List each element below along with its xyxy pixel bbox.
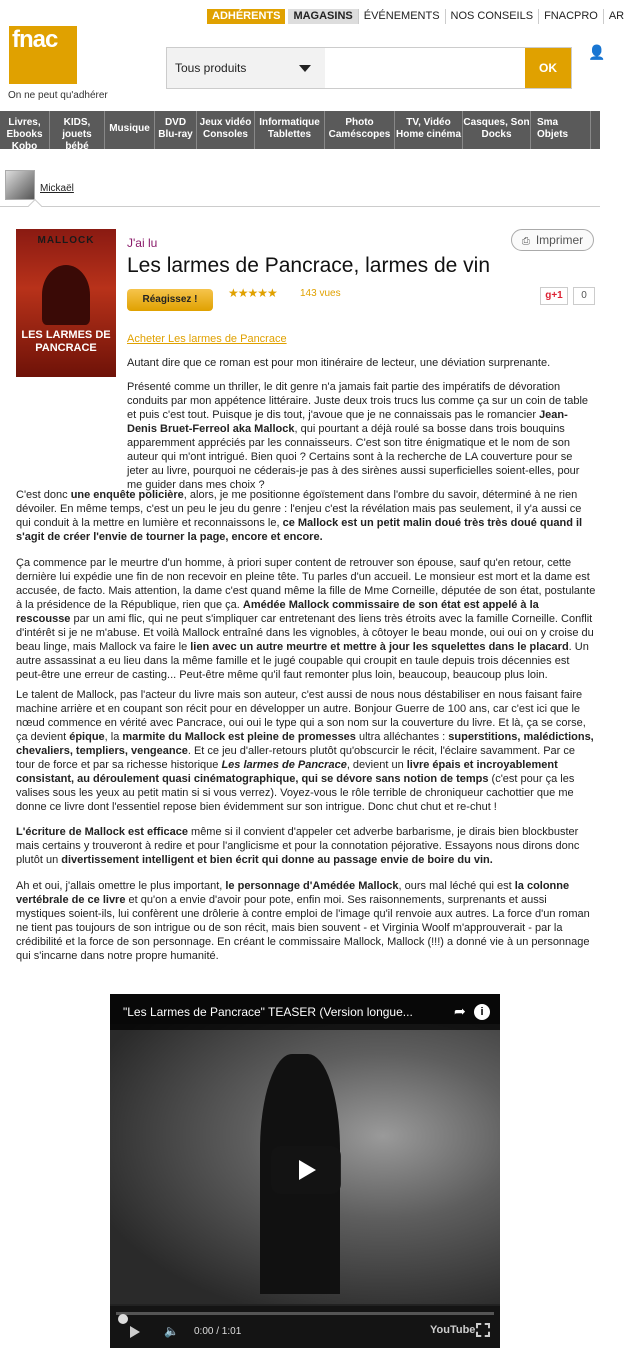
search-bar bbox=[166, 47, 572, 89]
rating-stars: ★★★★★ bbox=[228, 286, 277, 300]
video-title-bar bbox=[110, 994, 500, 1030]
article-rubric: J'ai lu bbox=[127, 236, 158, 250]
article-title: Les larmes de Pancrace, larmes de vin bbox=[127, 254, 490, 277]
p2-text-a: Présenté comme un thriller, le dit genre n'a jamais fait partie des impératifs de dévoration conduits par mon appétence littéraire. Juste deux trois trucs lus comme ça sur un coin de table et puis c'est tout. Puisque je dis tout, j'avoue que je ne connaissais pas le romancier bbox=[127, 381, 589, 421]
scrub-handle[interactable] bbox=[118, 1314, 128, 1324]
p6-bold-a: L'écriture de Mallock est efficace bbox=[16, 826, 188, 838]
search-ok-button[interactable]: OK bbox=[525, 48, 571, 88]
share-icon[interactable]: ➦ bbox=[454, 1003, 466, 1019]
view-count: 143 vues bbox=[300, 288, 341, 299]
paragraph-6 bbox=[16, 825, 596, 867]
p6-text-b: même si il convient d'appeler cet adverbe barbarisme, je dirais bien blockbuster mais certains y trouveront à redire et pour l'anglicisme et pour la connotation péjorative. Essayons nous dirons donc plutôt un bbox=[16, 826, 580, 866]
p5-text-a: Le talent de Mallock, pas l'acteur du livre mais son auteur, c'est aussi de nous nous déstabiliser en nous faisant faire machine arrière et en coupant son récit pour en développer un autre. Bonjour Guerre de 100 ans, car c'est ici que le nœud commence en vérité avec Pancrace, oui oui le type qui a son nom sur la couverture du livre. Et là, ça se corse, ça devient bbox=[16, 689, 586, 743]
p7-text-a: Ah et oui, j'allais omettre le plus important, bbox=[16, 880, 226, 892]
divider bbox=[0, 206, 600, 207]
paragraph-4 bbox=[16, 556, 596, 682]
user-icon[interactable]: 👤 bbox=[588, 44, 606, 60]
search-input[interactable] bbox=[325, 48, 525, 88]
cat-musique[interactable]: Musique bbox=[105, 111, 155, 149]
p5-bold-livre: livre épais et incroyablement consistant, au déroulement quasi cinématographique, qui se dévore sans notion de temps bbox=[16, 759, 558, 785]
paragraph-3 bbox=[16, 488, 596, 544]
cat-kids[interactable]: KIDS, jouets bébé bbox=[50, 111, 105, 149]
nav-ar[interactable]: AR bbox=[608, 10, 625, 22]
p5-text-g: . Et ce jeu d'aller-retours plutôt qu'obscurcir le récit, l'éclaire savamment. Par ce tour de force et par sa richesse historique bbox=[16, 745, 576, 771]
play-button[interactable] bbox=[271, 1146, 341, 1194]
p4-bold-b: lien avec un autre meurtre et mettre à jour les squelettes dans le placard bbox=[190, 641, 569, 653]
author-avatar[interactable] bbox=[5, 170, 35, 200]
paragraph-5 bbox=[16, 688, 596, 814]
p4-text-a: Ça commence par le meurtre d'un homme, à priori super content de retrouver son épouse, sauf qu'en retour, cette dernière lui expédie une fin de non recevoir en pleine tête. Tu parles d'un accueil. Le monsieur est mort et la dame est accusée, de facto. Mais attention, la dame c'est quand même la fille de Mme Corneille, députée de son état, postulante à la présidence de la République, rien que ça. bbox=[16, 557, 596, 611]
search-category-label: Tous produits bbox=[175, 61, 247, 75]
nav-nos-conseils[interactable]: NOS CONSEILS bbox=[446, 9, 540, 24]
p1-text: Autant dire que ce roman est pour mon itinéraire de lecteur, une déviation surprenante. bbox=[127, 357, 551, 369]
cat-casques[interactable]: Casques, Son Docks bbox=[463, 111, 531, 149]
p2-text-c: , qui pourtant a déjà roulé sa bosse dans trois bouquins apparemment appréciés par les connaisseurs. C'est son titre énigmatique et le nom de son auteur qui m'ont intrigué. Bien quoi ? Certains sont à la recherche de LA couverture pour se jeter au livre, pourquoi ne céderais-je pas à des sirènes aussi superficielles soient-elles, pour me guider dans mes choix ? bbox=[127, 423, 580, 491]
p4-bold-a: Amédée Mallock commissaire de son état est appelé à la rescousse bbox=[16, 599, 539, 625]
video-controls bbox=[110, 1306, 500, 1348]
nav-fnacpro[interactable]: FNACPRO bbox=[539, 9, 604, 24]
p5-text-e: ultra alléchantes : bbox=[355, 731, 449, 743]
tagline: On ne peut qu'adhérer bbox=[8, 90, 108, 101]
p7-text-c: , ours mal léché qui est bbox=[398, 880, 515, 892]
paragraph-7 bbox=[16, 879, 596, 963]
cat-dvd[interactable]: DVD Blu-ray bbox=[155, 111, 197, 149]
video-time: 0:00 / 1:01 bbox=[194, 1326, 242, 1337]
cat-informatique[interactable]: Informatique Tablettes bbox=[255, 111, 325, 149]
cat-photo[interactable]: Photo Caméscopes bbox=[325, 111, 395, 149]
cover-tree-illustration bbox=[42, 265, 90, 325]
control-play-icon[interactable] bbox=[130, 1326, 140, 1338]
speech-notch bbox=[28, 199, 42, 213]
buy-book-link[interactable]: Acheter Les larmes de Pancrace bbox=[127, 333, 287, 345]
p3-text-a: C'est donc bbox=[16, 489, 71, 501]
p3-bold-a: une enquête policière bbox=[70, 489, 184, 501]
p3-bold-b: ce Mallock est un petit malin doué très très doué quand il s'agit de créer l'envie de tourner la page, encore et encore. bbox=[16, 517, 583, 543]
p7-bold-b: le personnage d'Amédée Mallock bbox=[225, 880, 399, 892]
paragraph-2 bbox=[127, 380, 593, 492]
cover-author: MALLOCK bbox=[37, 235, 95, 246]
search-category-select[interactable] bbox=[167, 48, 325, 88]
p4-text-e: . Un autre assassinat a eu lieu dans la même famille et le jugé coupable qui croupit en taule depuis trois décennies est peut-être une erreur de casting... Peut-être même qu'il faut remonter plus loin, beaucoup, beaucoup plus loin. bbox=[16, 641, 589, 681]
play-icon bbox=[299, 1160, 316, 1180]
p5-text-k: (c'est pour ça les valises sous les yeux au petit matin si si vous verrez). Voyez-vous le rôle terrible de chroniqueur cachottier que me donne ce livre dont l'essentiel repose bien évidemment sur son intrigue. Donc chut chut et re-chut ! bbox=[16, 773, 575, 813]
cover-title: LES LARMES DE PANCRACE bbox=[21, 329, 111, 354]
p3-text-c: , alors, je me positionne égoïstement dans l'ombre du savoir, déterminé à ne rien dévoiler. En même temps, c'est un peu le jeu du genre : l'enjeu c'est la révélation mais pas seulement, il y'a aussi ce qui conduit à la mettre en lumière et reconnaissons le, bbox=[16, 489, 582, 529]
p5-bold-epique: épique bbox=[69, 731, 105, 743]
nav-magasins[interactable]: MAGASINS bbox=[288, 9, 358, 24]
print-button[interactable] bbox=[511, 229, 594, 251]
fullscreen-icon[interactable] bbox=[476, 1323, 490, 1337]
p5-text-c: , la bbox=[104, 731, 123, 743]
gplus-count: 0 bbox=[573, 287, 595, 305]
chevron-down-icon bbox=[299, 65, 311, 72]
cat-livres[interactable]: Livres, Ebooks Kobo bbox=[0, 111, 50, 149]
paragraph-1 bbox=[127, 356, 587, 370]
nav-evenements[interactable]: ÉVÉNEMENTS bbox=[359, 9, 446, 24]
nav-adherents[interactable]: ADHÉRENTS bbox=[207, 9, 285, 24]
p5-text-i: , devient un bbox=[346, 759, 407, 771]
p5-book-title: Les larmes de Pancrace bbox=[221, 759, 347, 771]
volume-icon[interactable]: 🔈 bbox=[164, 1324, 179, 1338]
gplus-button[interactable]: g+1 bbox=[540, 287, 568, 305]
cat-jeux-video[interactable]: Jeux vidéo Consoles bbox=[197, 111, 255, 149]
cat-tv-video[interactable]: TV, Vidéo Home cinéma bbox=[395, 111, 463, 149]
p5-bold-list: superstitions, malédictions, chevaliers, templiers, vengeance bbox=[16, 731, 594, 757]
top-navigation bbox=[207, 9, 629, 24]
p4-text-c: par un ami flic, qui ne peut s'impliquer car entretenant des liens très étroits avec la famille Corneille. Conflit d'intérêt si je ne m'abuse. Et voilà Mallock entraîné dans les vignobles, à côtoyer le beau monde, oui oui on y croise du beau linge, mais Mallock va faire le bbox=[16, 613, 594, 653]
youtube-logo[interactable]: YouTube bbox=[430, 1324, 476, 1336]
video-progress-bar[interactable] bbox=[116, 1312, 494, 1315]
p6-bold-c: divertissement intelligent et bien écrit qui donne au passage envie de boire du vin. bbox=[61, 854, 493, 866]
category-bar bbox=[0, 111, 600, 152]
book-cover[interactable] bbox=[16, 229, 116, 377]
logo-text: fnac bbox=[12, 26, 58, 53]
author-link[interactable]: Mickaël bbox=[40, 183, 74, 194]
video-title[interactable]: "Les Larmes de Pancrace" TEASER (Version longue... bbox=[123, 1005, 413, 1019]
p7-text-e: et qu'on a envie d'avoir pour pote, enfin moi. Ses raisonnements, surprenants et aussi mystiques soient-ils, lui confèrent une drôlerie à contre emploi de l'image qu'il renvoie aux autres. La force d'un roman ne tient pas toujours de son intrigue ou de son récit, mais bien souvent - et Virginia Woolf m'approuverait - par la crédibilité et la force de son personnage. En créant le commissaire Mallock, Mallock (!!!) a donné vie à un personnage qui s'incarne dans notre propre humanité. bbox=[16, 894, 590, 962]
cat-smart-objets[interactable]: Sma Objets bbox=[531, 111, 591, 149]
fnac-logo[interactable] bbox=[9, 26, 77, 84]
p2-bold-author: Jean-Denis Bruet-Ferreol aka Mallock bbox=[127, 409, 568, 435]
info-icon[interactable]: i bbox=[474, 1004, 490, 1020]
print-label: Imprimer bbox=[535, 233, 584, 247]
p5-bold-marmite: marmite du Mallock est pleine de promesses bbox=[122, 731, 356, 743]
react-button[interactable]: Réagissez ! bbox=[127, 289, 213, 311]
video-player[interactable] bbox=[110, 994, 500, 1348]
printer-icon: ⎙ bbox=[521, 236, 530, 247]
p7-bold-d: la colonne vertébrale de ce livre bbox=[16, 880, 570, 906]
